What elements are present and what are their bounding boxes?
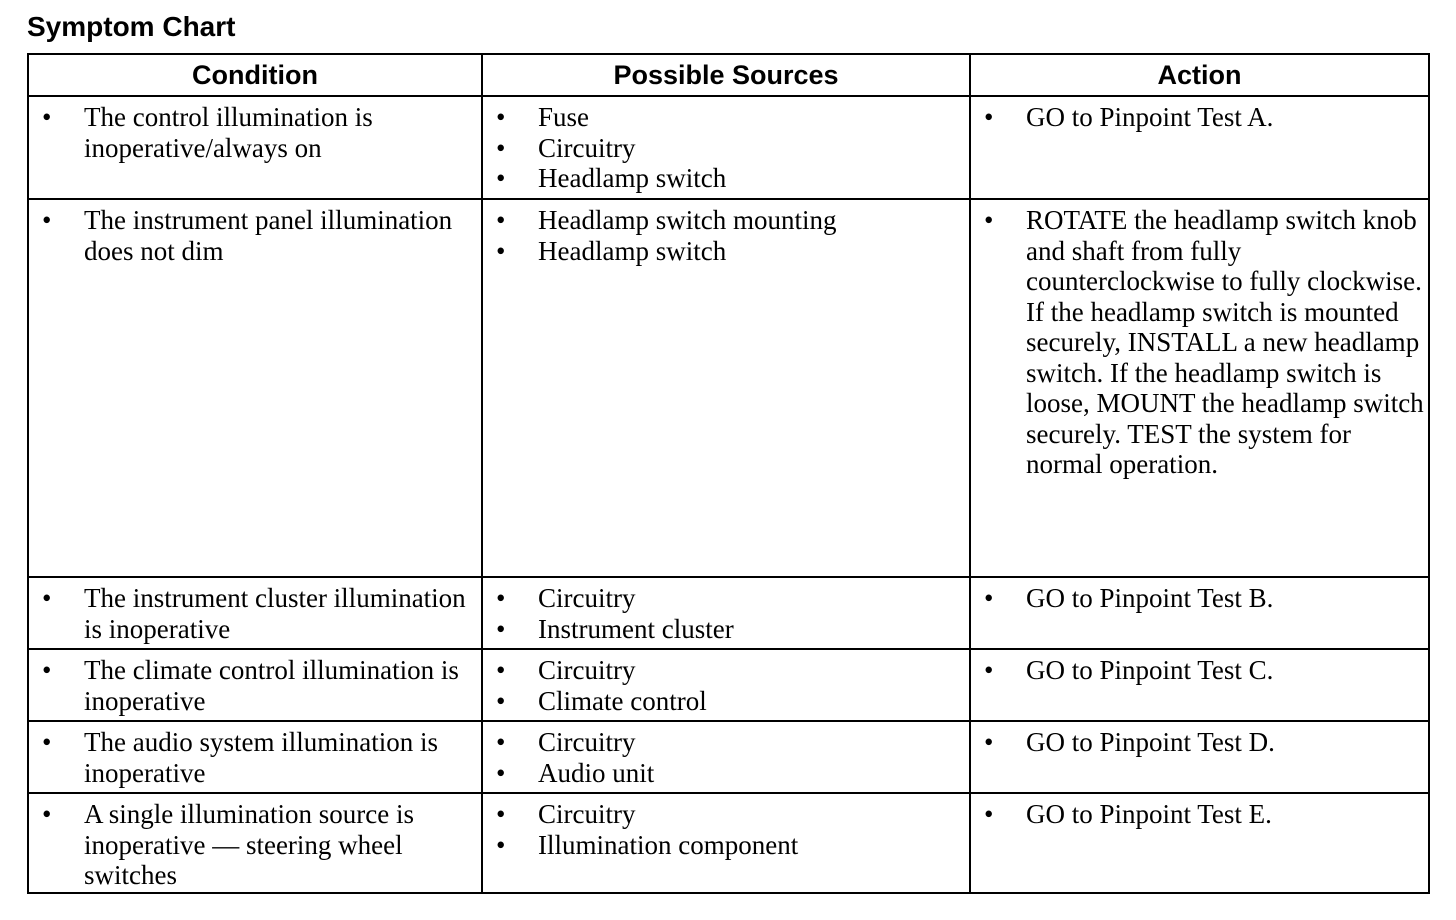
table-row [28,649,1429,721]
source-item: • Circuitry [483,133,965,164]
action-cell [970,577,1429,649]
source-item: • Circuitry [483,799,965,830]
table-row [28,793,1429,893]
source-item: • Climate control [483,686,965,717]
table-row [28,96,1429,199]
action-text: • GO to Pinpoint Test C. [971,655,1424,686]
source-item: • Headlamp switch [483,163,965,194]
symptom-table [27,53,1430,894]
sources-cell [482,649,970,721]
sources-cell [482,721,970,793]
table-row [28,577,1429,649]
condition-cell [28,793,482,893]
action-text: • GO to Pinpoint Test D. [971,727,1424,758]
header-row [28,54,1429,96]
condition-cell [28,649,482,721]
table-row [28,721,1429,793]
action-cell [970,96,1429,199]
condition-text: • A single illumination source is inoperative — steering wheel switches [29,799,477,891]
source-item: • Headlamp switch [483,236,965,267]
action-text: • ROTATE the headlamp switch knob and shaft from fully counterclockwise to fully clockwise. If the headlamp switch is mounted securely, INSTALL a new headlamp switch. If the headlamp switch is loose, MOUNT the headlamp switch securely. TEST the system for normal operation. [971,205,1424,480]
sources-cell [482,793,970,893]
condition-cell [28,199,482,577]
action-text: • GO to Pinpoint Test E. [971,799,1424,830]
action-cell [970,721,1429,793]
action-cell [970,649,1429,721]
condition-text: • The instrument panel illumination does not dim [29,205,477,266]
source-item: • Instrument cluster [483,614,965,645]
action-text: • GO to Pinpoint Test B. [971,583,1424,614]
table-row [28,199,1429,577]
sources-cell [482,96,970,199]
condition-text: • The instrument cluster illumination is inoperative [29,583,477,644]
sources-cell [482,577,970,649]
condition-cell [28,721,482,793]
condition-cell [28,96,482,199]
condition-text: • The audio system illumination is inoperative [29,727,477,788]
action-text: • GO to Pinpoint Test A. [971,102,1424,133]
condition-text: • The control illumination is inoperative/always on [29,102,477,163]
source-item: • Circuitry [483,655,965,686]
source-item: • Audio unit [483,758,965,789]
sources-header: Possible Sources [482,54,970,96]
action-header: Action [970,54,1429,96]
condition-cell [28,577,482,649]
source-item: • Circuitry [483,583,965,614]
source-item: • Headlamp switch mounting [483,205,965,236]
action-cell [970,199,1429,577]
source-item: • Illumination component [483,830,965,861]
condition-header: Condition [28,54,482,96]
chart-title: Symptom Chart [27,11,236,42]
condition-text: • The climate control illumination is inoperative [29,655,477,716]
source-item: • Circuitry [483,727,965,758]
source-item: • Fuse [483,102,965,133]
sources-cell [482,199,970,577]
action-cell [970,793,1429,893]
